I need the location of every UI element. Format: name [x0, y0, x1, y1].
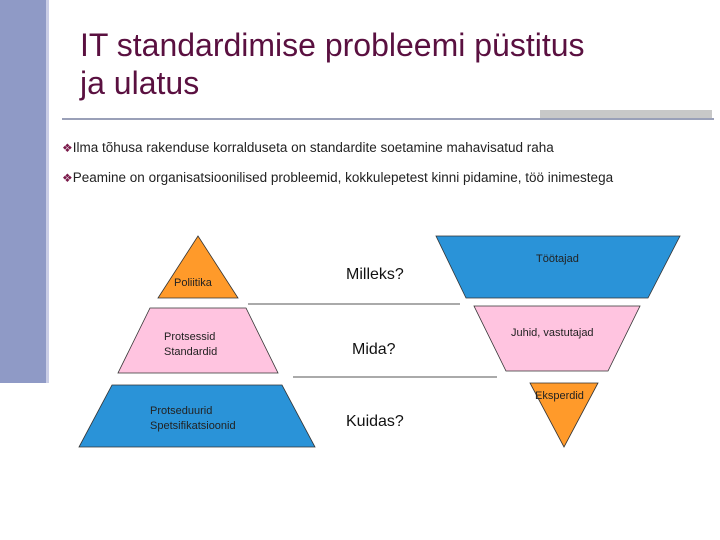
question-milleks: Milleks?: [346, 266, 404, 283]
right-level-1-label: Töötajad: [536, 253, 579, 265]
bullet-2-text: Peamine on organisatsioonilised probleemid, kokkulepetest kinni pidamine, töö inimestega: [72, 170, 614, 185]
title-line-2: ja ulatus: [80, 65, 200, 101]
question-mida: Mida?: [352, 341, 396, 358]
left-level-3-label-line2: Spetsifikatsioonid: [150, 420, 236, 432]
left-level-1-label: Poliitika: [174, 277, 212, 289]
right-pyramid-top: [436, 236, 680, 298]
bullet-marker-icon: ❖: [62, 141, 73, 155]
title-line-1: IT standardimise probleemi püstitus: [80, 27, 585, 63]
left-level-2-label-line2: Standardid: [164, 346, 218, 358]
right-level-3-label: Eksperdid: [535, 390, 584, 402]
left-level-2-label-line1: Protsessid: [164, 331, 216, 343]
right-level-2-label: Juhid, vastutajad: [511, 327, 594, 339]
left-level-3-label-line1: Protseduurid: [150, 405, 213, 417]
bullet-marker-icon: ❖: [62, 171, 73, 185]
bullet-1-text: Ilma tõhusa rakenduse korralduseta on standardite soetamine mahavisatud raha: [72, 140, 554, 155]
question-kuidas: Kuidas?: [346, 413, 404, 430]
